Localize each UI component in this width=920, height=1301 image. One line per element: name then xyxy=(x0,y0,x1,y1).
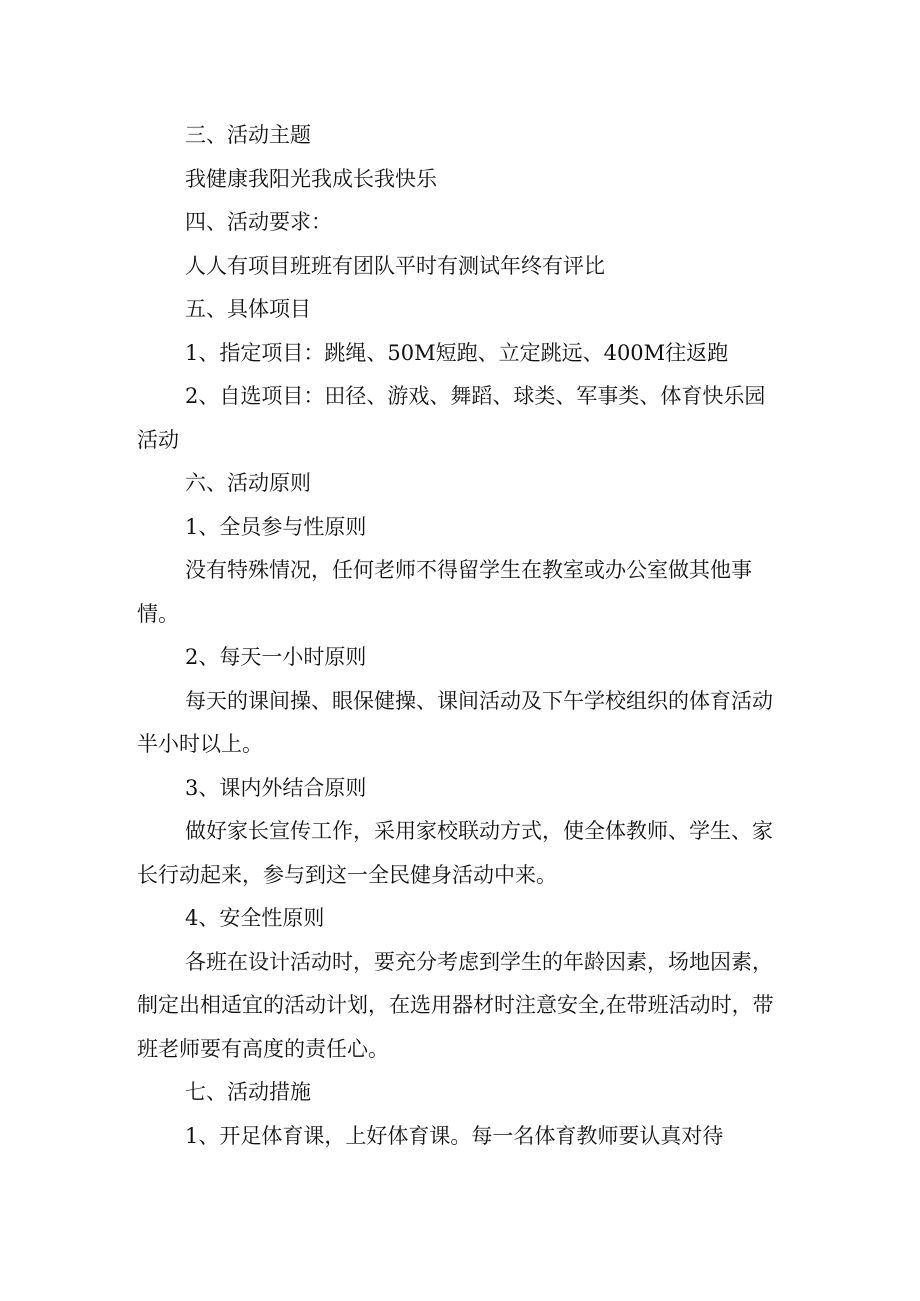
document-body xyxy=(137,114,785,1158)
section-heading-principles: 六、活动原则 xyxy=(185,471,311,495)
paragraph-participation: 没有特殊情况，任何老师不得留学生在教室或办公室做其他事情。 xyxy=(137,558,752,626)
section-heading-requirements: 四、活动要求： xyxy=(185,210,332,234)
subheading-safety: 4、安全性原则 xyxy=(185,906,325,930)
paragraph-measures: 1、开足体育课，上好体育课。每一名体育教师要认真对待 xyxy=(185,1123,724,1148)
subheading-one-hour: 2、每天一小时原则 xyxy=(185,645,367,669)
paragraph-optional-items: 2、自选项目：田径、游戏、舞蹈、球类、军事类、体育快乐园活动 xyxy=(137,384,766,452)
paragraph-theme: 我健康我阳光我成长我快乐 xyxy=(185,166,437,191)
section-heading-items: 五、具体项目 xyxy=(185,297,311,321)
paragraph-requirements: 人人有项目班班有团队平时有测试年终有评比 xyxy=(185,253,605,278)
paragraph-safety: 各班在设计活动时，要充分考虑到学生的年龄因素，场地因素，制定出相适宜的活动计划，在选用器材时注意安全,在带班活动时，带班老师要有高度的责任心。 xyxy=(137,949,774,1061)
paragraph-one-hour: 每天的课间操、眼保健操、课间活动及下午学校组织的体育活动半小时以上。 xyxy=(137,688,773,756)
paragraph-designated-items: 1、指定项目：跳绳、50M短跑、立定跳远、400M往返跑 xyxy=(185,340,729,365)
section-heading-theme: 三、活动主题 xyxy=(185,123,311,147)
section-heading-measures: 七、活动措施 xyxy=(185,1080,311,1104)
paragraph-combination: 做好家长宣传工作，采用家校联动方式，使全体教师、学生、家长行动起来，参与到这一全民健身活动中来。 xyxy=(137,819,773,887)
subheading-combination: 3、课内外结合原则 xyxy=(185,775,367,800)
subheading-participation: 1、全员参与性原则 xyxy=(185,514,367,539)
